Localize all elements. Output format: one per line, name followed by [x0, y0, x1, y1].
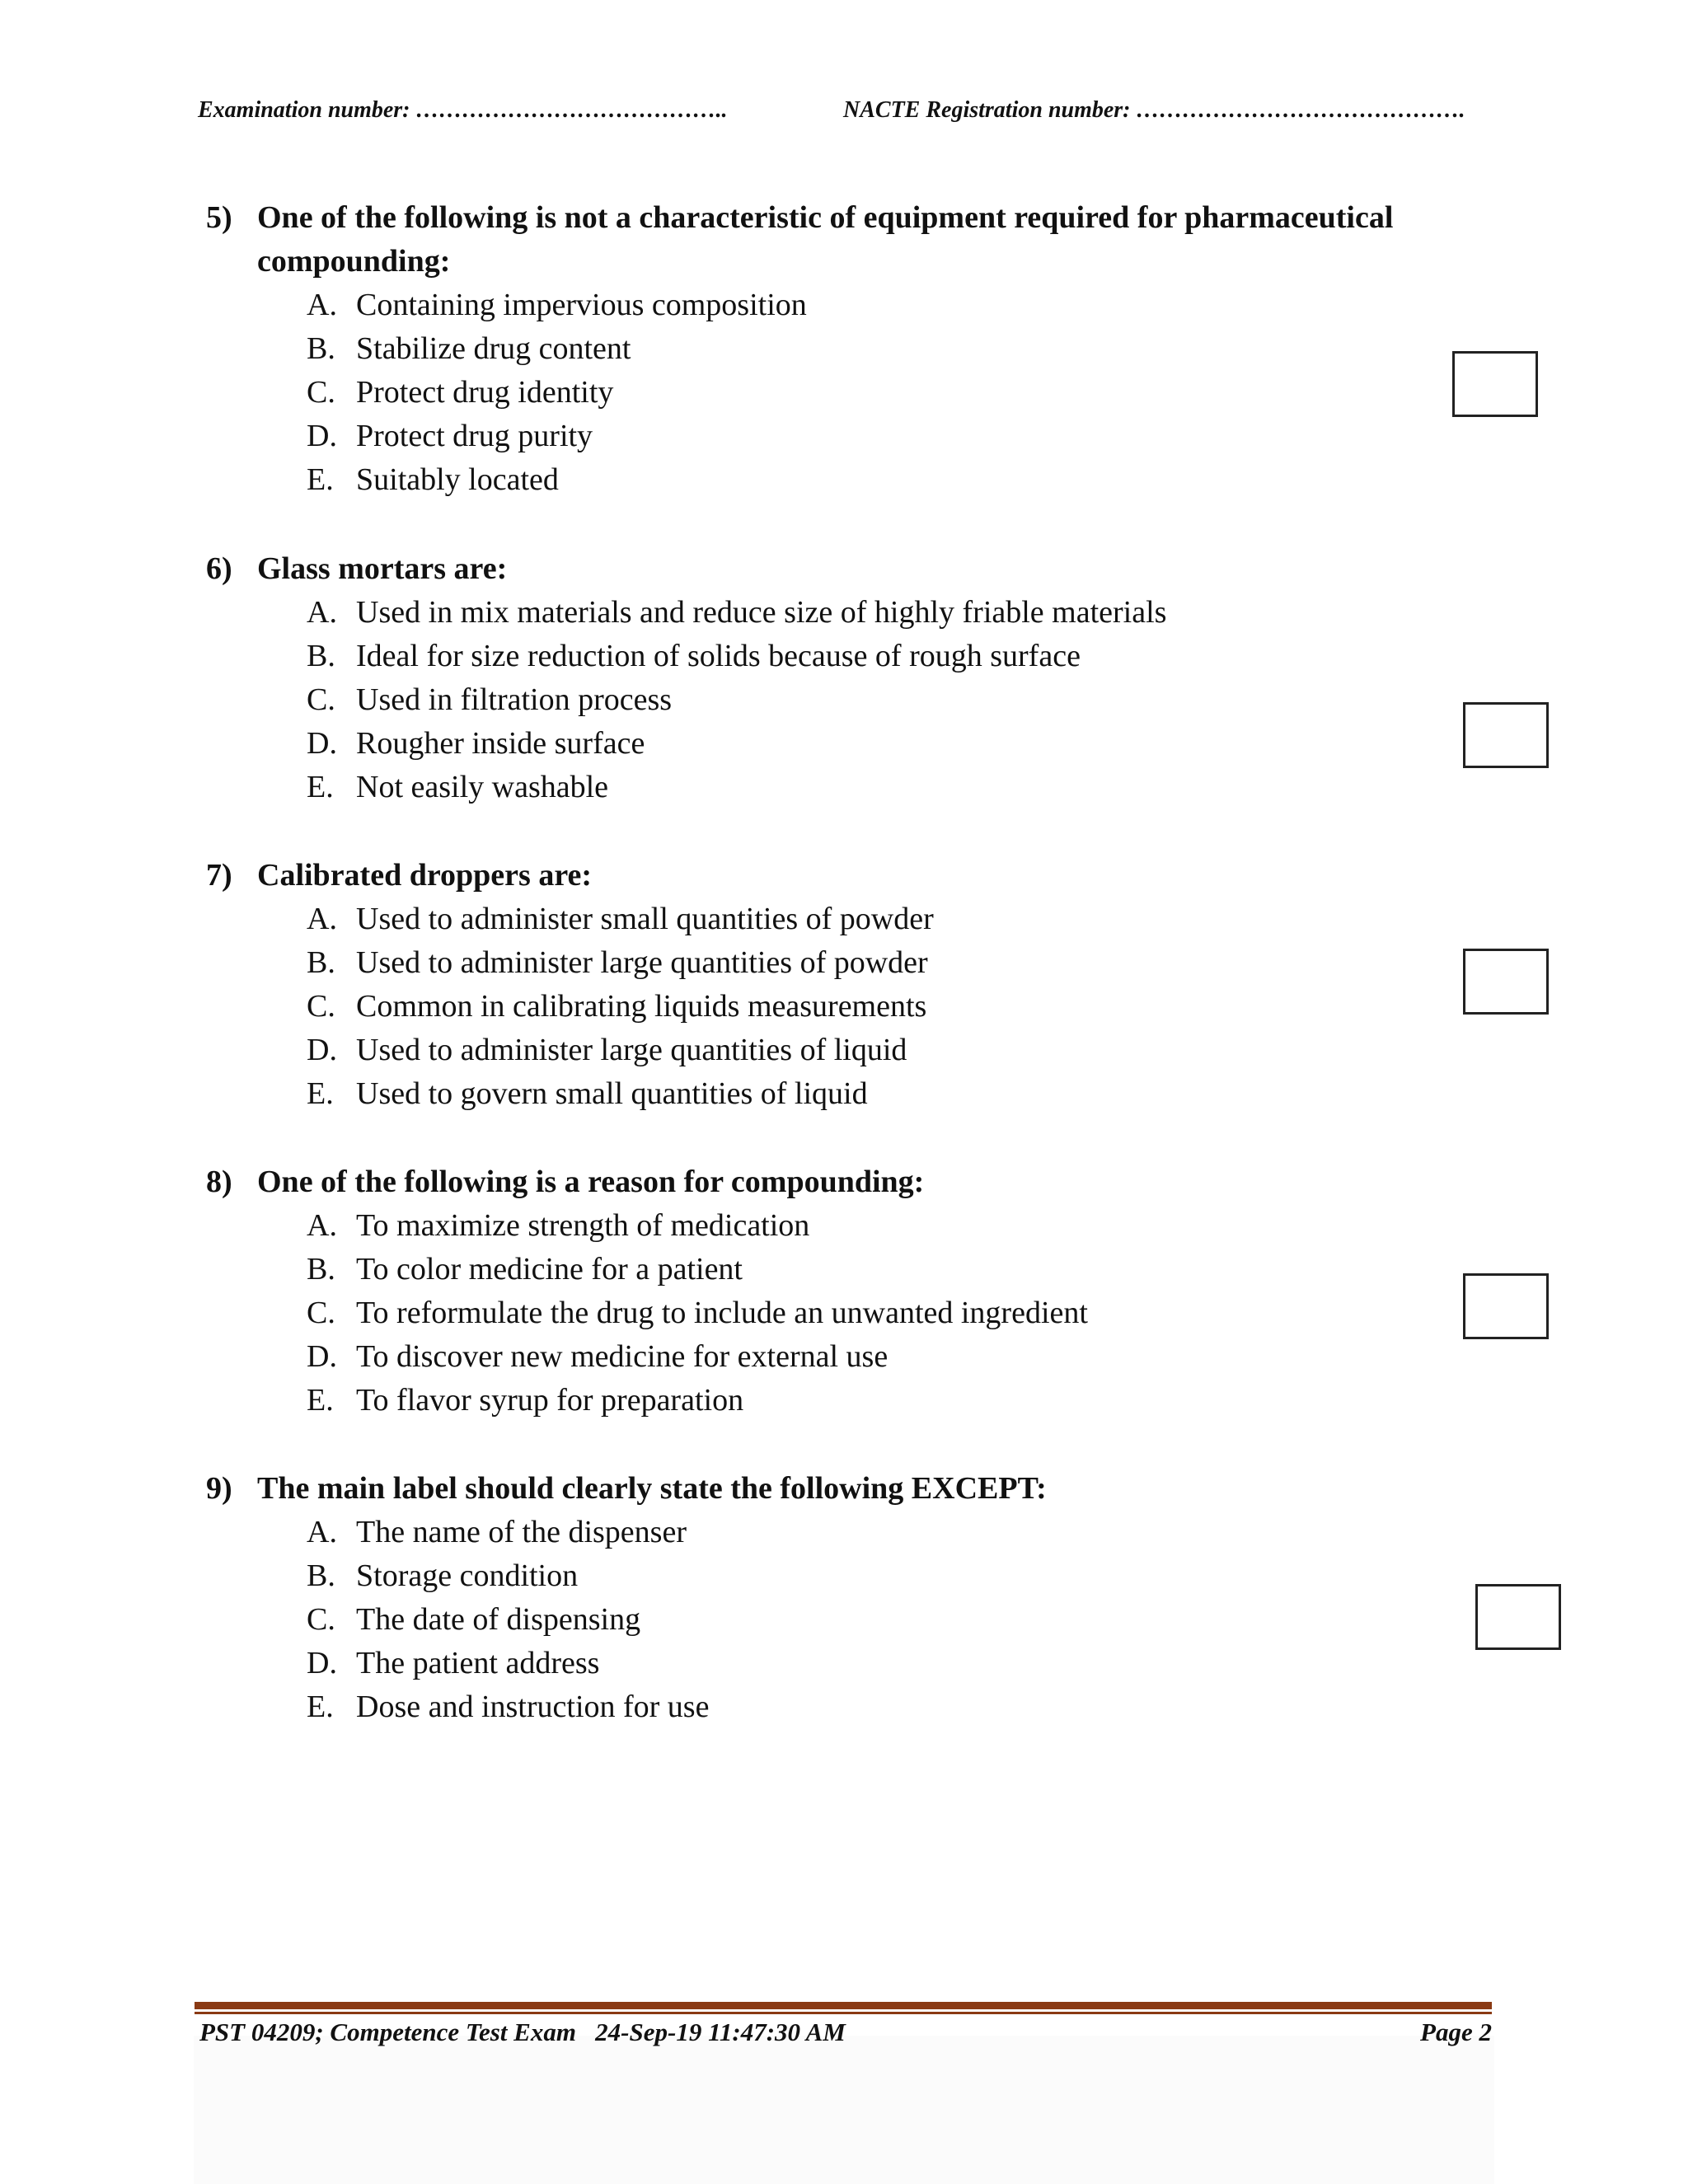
page-number: Page 2 — [1420, 2018, 1492, 2046]
option-letter: C. — [307, 682, 335, 717]
option-c — [307, 1598, 1492, 1642]
option-letter: D. — [307, 1646, 337, 1680]
question-text: One of the following is not a characteristic of equipment required for pharmaceutical compounding: — [257, 200, 1394, 279]
option-e — [307, 766, 1492, 809]
question-number: 8) — [206, 1165, 232, 1199]
answer-box-q6[interactable] — [1463, 702, 1549, 768]
option-text: To flavor syrup for preparation — [356, 1383, 744, 1418]
question-text: One of the following is a reason for compounding: — [257, 1165, 925, 1199]
option-letter: E. — [307, 770, 334, 804]
option-d — [307, 1029, 1492, 1072]
option-letter: C. — [307, 989, 335, 1024]
option-a — [307, 1204, 1492, 1248]
option-letter: A. — [307, 1208, 337, 1243]
option-letter: E. — [307, 1383, 334, 1418]
option-letter: D. — [307, 726, 337, 761]
option-list — [206, 1511, 1492, 1729]
question-stem — [206, 196, 1492, 284]
question-7 — [206, 854, 1492, 1116]
option-text: Containing impervious composition — [356, 288, 807, 322]
option-letter: B. — [307, 1252, 335, 1286]
option-letter: A. — [307, 1515, 337, 1549]
question-9 — [206, 1467, 1492, 1729]
option-text: Ideal for size reduction of solids because of rough surface — [356, 639, 1081, 673]
answer-box-q9[interactable] — [1475, 1584, 1561, 1650]
option-text: Protect drug purity — [356, 419, 593, 453]
option-text: The patient address — [356, 1646, 600, 1680]
option-letter: A. — [307, 288, 337, 322]
option-a — [307, 898, 1492, 941]
option-a — [307, 591, 1492, 635]
page-footer — [199, 2018, 1492, 2054]
option-text: The date of dispensing — [356, 1602, 641, 1637]
option-list — [206, 1204, 1492, 1422]
option-c — [307, 1291, 1492, 1335]
option-letter: B. — [307, 945, 335, 980]
option-d — [307, 1335, 1492, 1379]
option-text: Used to administer large quantities of liquid — [356, 1033, 907, 1067]
option-letter: A. — [307, 902, 337, 936]
option-text: To maximize strength of medication — [356, 1208, 810, 1243]
option-letter: C. — [307, 1296, 335, 1330]
answer-box-q8[interactable] — [1463, 1273, 1549, 1339]
page-bottom-shading — [194, 2036, 1494, 2184]
option-c — [307, 985, 1492, 1029]
footer-divider — [195, 2002, 1492, 2009]
option-a — [307, 284, 1492, 327]
option-d — [307, 1642, 1492, 1685]
question-stem — [206, 1467, 1492, 1511]
option-letter: E. — [307, 1690, 334, 1724]
question-stem — [206, 547, 1492, 591]
option-text: Used in mix materials and reduce size of highly friable materials — [356, 595, 1167, 630]
option-letter: E. — [307, 462, 334, 497]
option-a — [307, 1511, 1492, 1554]
option-letter: C. — [307, 1602, 335, 1637]
option-list — [206, 591, 1492, 809]
option-e — [307, 1072, 1492, 1116]
option-e — [307, 1685, 1492, 1729]
question-8 — [206, 1160, 1492, 1422]
option-text: Not easily washable — [356, 770, 609, 804]
option-d — [307, 722, 1492, 766]
option-list — [206, 284, 1492, 502]
option-letter: D. — [307, 1339, 337, 1374]
option-d — [307, 415, 1492, 458]
question-number: 7) — [206, 858, 232, 893]
question-number: 9) — [206, 1471, 232, 1506]
option-letter: A. — [307, 595, 337, 630]
option-c — [307, 371, 1492, 415]
answer-box-q5[interactable] — [1452, 351, 1538, 417]
question-text: The main label should clearly state the following EXCEPT: — [257, 1471, 1047, 1506]
nacte-registration-label: NACTE Registration number: ……………………………………. — [843, 97, 1465, 123]
question-6 — [206, 547, 1492, 809]
option-text: Common in calibrating liquids measurements — [356, 989, 927, 1024]
option-b — [307, 327, 1492, 371]
option-text: Used to administer large quantities of powder — [356, 945, 928, 980]
option-text: Storage condition — [356, 1558, 579, 1593]
question-number: 5) — [206, 200, 232, 235]
option-b — [307, 941, 1492, 985]
option-text: Used to administer small quantities of powder — [356, 902, 934, 936]
question-number: 6) — [206, 551, 232, 586]
exam-code-and-timestamp: PST 04209; Competence Test Exam 24-Sep-19 11:47:30 AM — [199, 2018, 846, 2046]
option-c — [307, 678, 1492, 722]
footer-divider-thin — [195, 2012, 1492, 2014]
option-b — [307, 1554, 1492, 1598]
option-text: To color medicine for a patient — [356, 1252, 743, 1286]
option-text: Dose and instruction for use — [356, 1690, 710, 1724]
option-e — [307, 458, 1492, 502]
examination-number-label: Examination number: ………………………………….. — [198, 97, 728, 123]
option-text: Used to govern small quantities of liquid — [356, 1076, 868, 1111]
option-letter: D. — [307, 419, 337, 453]
option-text: Protect drug identity — [356, 375, 614, 410]
question-text: Glass mortars are: — [257, 551, 508, 586]
option-b — [307, 1248, 1492, 1291]
option-b — [307, 635, 1492, 678]
option-letter: B. — [307, 639, 335, 673]
question-text: Calibrated droppers are: — [257, 858, 593, 893]
question-stem — [206, 854, 1492, 898]
page-header — [198, 97, 1515, 130]
option-text: To discover new medicine for external use — [356, 1339, 889, 1374]
option-text: The name of the dispenser — [356, 1515, 687, 1549]
option-text: Used in filtration process — [356, 682, 673, 717]
question-5 — [206, 196, 1492, 502]
option-letter: B. — [307, 331, 335, 366]
option-text: Stabilize drug content — [356, 331, 631, 366]
option-text: Rougher inside surface — [356, 726, 645, 761]
question-stem — [206, 1160, 1492, 1204]
option-text: To reformulate the drug to include an unwanted ingredient — [356, 1296, 1088, 1330]
option-letter: E. — [307, 1076, 334, 1111]
option-letter: B. — [307, 1558, 335, 1593]
answer-box-q7[interactable] — [1463, 949, 1549, 1015]
option-e — [307, 1379, 1492, 1422]
option-text: Suitably located — [356, 462, 559, 497]
option-letter: C. — [307, 375, 335, 410]
option-list — [206, 898, 1492, 1116]
option-letter: D. — [307, 1033, 337, 1067]
